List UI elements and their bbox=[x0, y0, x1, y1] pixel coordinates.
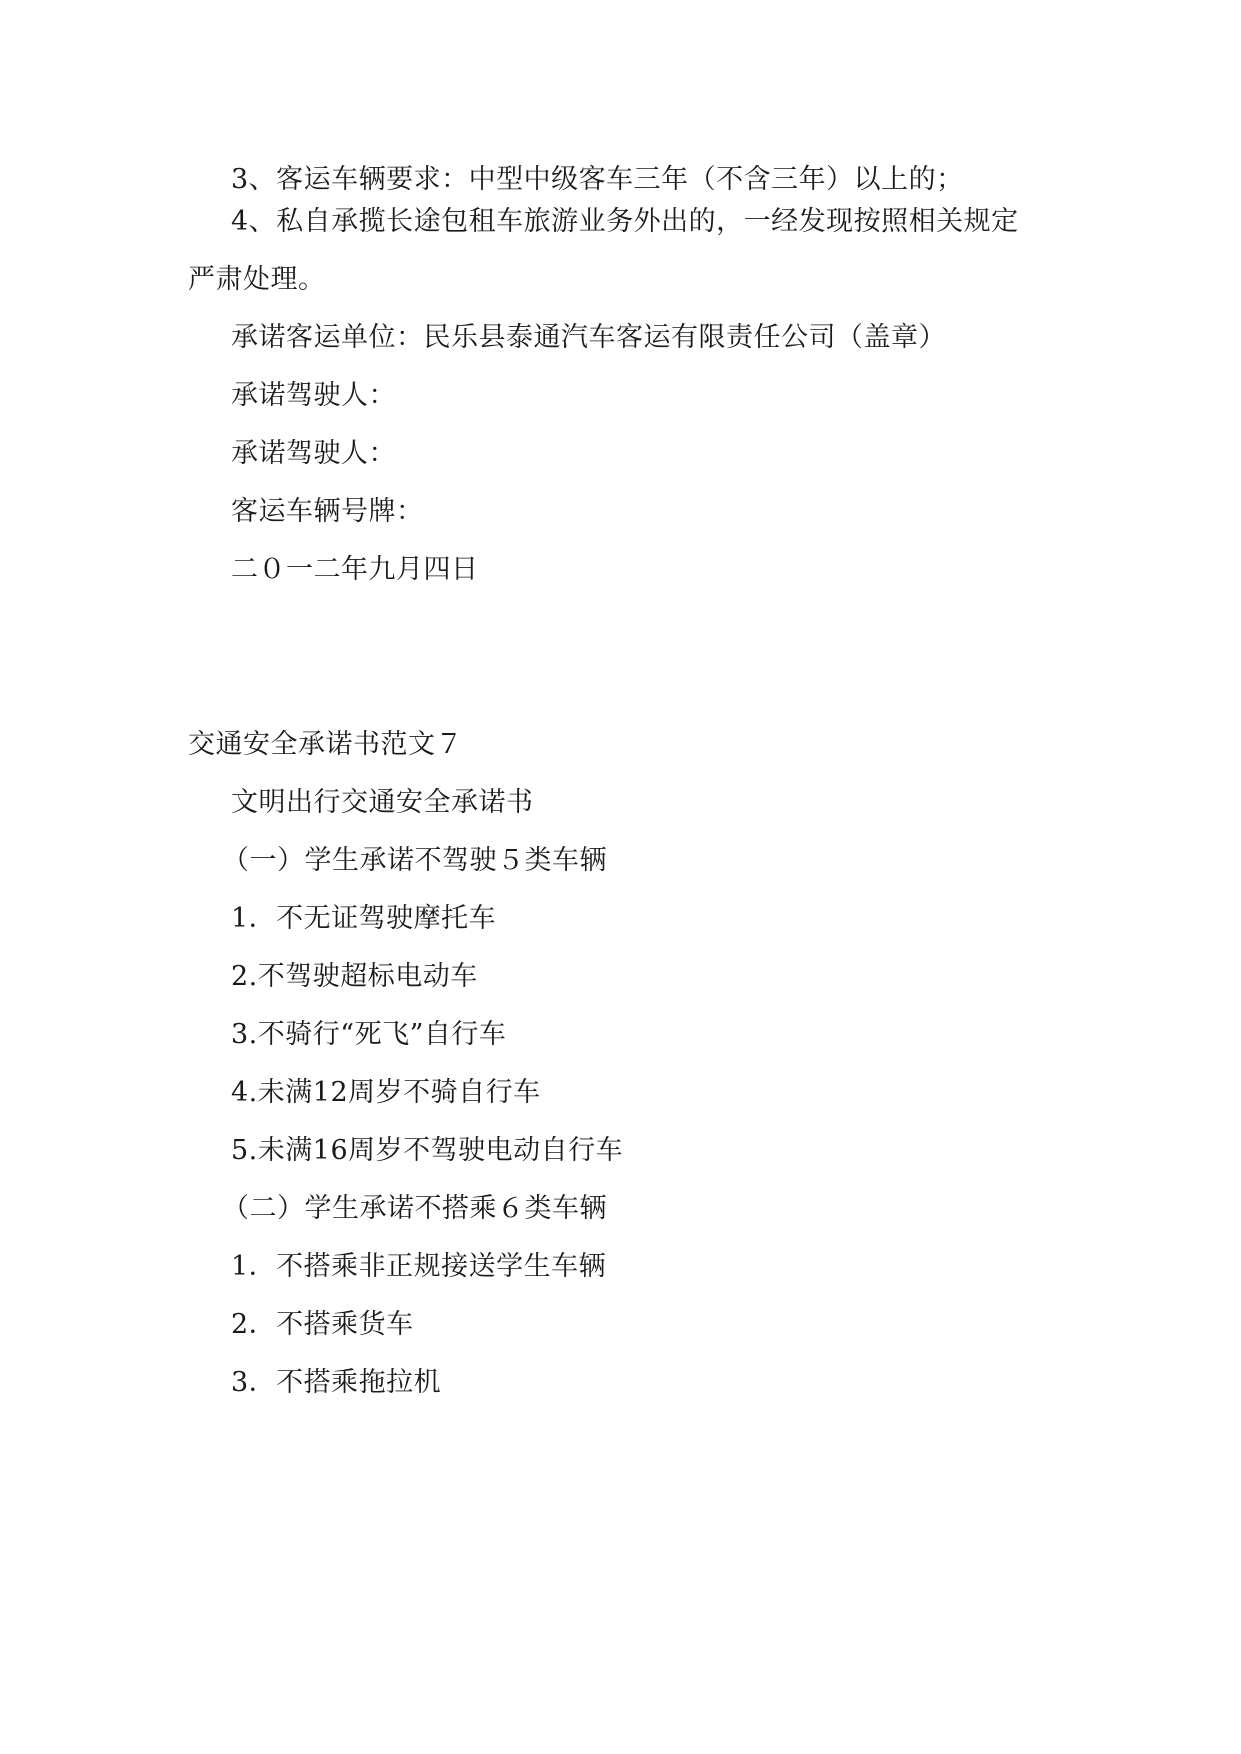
vehicle-plate: 客运车辆号牌： bbox=[231, 496, 424, 527]
group-2-item: 3．不搭乘拖拉机 bbox=[231, 1367, 442, 1398]
requirement-item-4: 4、私自承揽长途包租车旅游业务外出的，一经发现按照相关规定 bbox=[231, 206, 1019, 237]
requirement-item-4-continued: 严肃处理。 bbox=[188, 264, 326, 295]
group-1-item: 3.不骑行“死飞”自行车 bbox=[231, 1019, 507, 1050]
group-2-item: 1．不搭乘非正规接送学生车辆 bbox=[231, 1251, 607, 1282]
group-1-item: 5.未满16周岁不驾驶电动自行车 bbox=[231, 1135, 624, 1166]
group-1-item: 1．不无证驾驶摩托车 bbox=[231, 903, 497, 934]
group-1-title: （一）学生承诺不驾驶５类车辆 bbox=[222, 845, 607, 876]
pledge-driver-1: 承诺驾驶人： bbox=[231, 380, 396, 411]
pledge-unit: 承诺客运单位：民乐县泰通汽车客运有限责任公司（盖章） bbox=[231, 322, 946, 353]
group-1-item: 4.未满12周岁不骑自行车 bbox=[231, 1077, 541, 1108]
requirement-item-3: 3、客运车辆要求：中型中级客车三年（不含三年）以上的； bbox=[231, 164, 964, 195]
pledge-driver-2: 承诺驾驶人： bbox=[231, 438, 396, 469]
group-1-item: 2.不驾驶超标电动车 bbox=[231, 961, 478, 992]
document-title: 文明出行交通安全承诺书 bbox=[231, 787, 534, 818]
group-2-title: （二）学生承诺不搭乘６类车辆 bbox=[222, 1193, 607, 1224]
pledge-date: 二０一二年九月四日 bbox=[231, 554, 479, 585]
group-2-item: 2．不搭乘货车 bbox=[231, 1309, 414, 1340]
section-heading: 交通安全承诺书范文７ bbox=[188, 729, 463, 760]
